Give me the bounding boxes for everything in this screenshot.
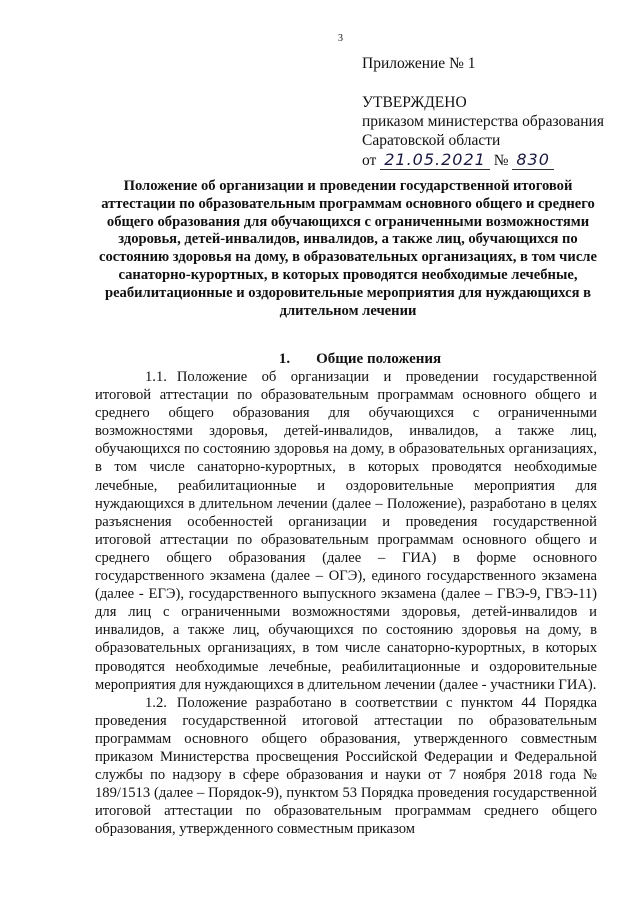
date-prefix: от [362, 152, 377, 169]
page-number: 3 [338, 33, 343, 44]
clause-number: 1.2. [145, 694, 167, 711]
clause-text: Положение об организации и проведении государственной итоговой аттестации по образовательным программам основного общего и среднего общего образования для обучающихся с ограниченными возможностями здоровья, детей-инвалидов, инвалидов, а также лиц, обучающихся по состоянию здоровья на дому, в образовательных организациях, в том числе санаторно-курортных, в которых проводятся необходимые лечебные, реабилитационные и оздоровительные мероприятия для нуждающихся в длительном лечении (далее – Положение), разработано в целях разъяснения особенностей организации и проведения государственной итоговой аттестации по образовательным программам основного общего и среднего общего образования (далее – ГИА) в форме основного государственного экзамена (далее – ОГЭ), единого государственного экзамена (далее - ЕГЭ), государственного выпускного экзамена (далее – ГВЭ-9, ГВЭ-11) для лиц с ограниченными возможностями здоровья, детей-инвалидов и инвалидов, а также лиц, обучающихся по состоянию здоровья на дому, в образовательных организациях, в том числе санаторно-курортных, в которых проводятся необходимые лечебные, реабилитационные и оздоровительные мероприятия для нуждающихся в длительном лечении (далее - участники ГИА). [95, 369, 597, 693]
section-title: Общие положения [316, 351, 442, 367]
document-title: Положение об организации и проведении государственной итоговой аттестации по образовательным программам основного общего и среднего общего образования для обучающихся с ограниченными возможностями здоровья, детей-инвалидов, инвалидов, а также лиц, обучающихся по состоянию здоровья на дому, в образовательных организациях, в том числе санаторно-курортных, в которых проводятся необходимые лечебные, реабилитационные и оздоровительные мероприятия для нуждающихся в длительном лечении [99, 178, 597, 319]
clause-paragraph [95, 694, 597, 839]
section-number: 1. [278, 351, 291, 367]
section-heading [0, 351, 640, 368]
appendix-block [362, 54, 604, 170]
approved-stamp: УТВЕРЖДЕНО [362, 94, 467, 111]
clause-number: 1.1. [145, 369, 167, 385]
approval-region-line: Саратовской области [362, 132, 501, 149]
clause-paragraph [95, 368, 597, 694]
clause-text: Положение разработано в соответствии с пунктом 44 Порядка проведения государственной итоговой аттестации по образовательным программам основного общего образования, утвержденного совместным приказом Министерства просвещения Российской Федерации и Федеральной службы по надзору в сфере образования и науки от 7 ноября 2018 года № 189/1513 (далее – Порядок-9), пунктом 53 Порядка проведения государственной итоговой аттестации по образовательным программам среднего общего образования, утвержденного совместным приказом [95, 694, 597, 838]
approval-order-line: приказом министерства образования [362, 113, 604, 130]
approval-date-line [362, 150, 604, 170]
number-prefix: № [493, 152, 509, 169]
handwritten-number: 830 [512, 150, 554, 170]
appendix-label: Приложение № 1 [362, 55, 476, 72]
body-text [95, 368, 597, 838]
handwritten-date: 21.05.2021 [380, 150, 490, 170]
